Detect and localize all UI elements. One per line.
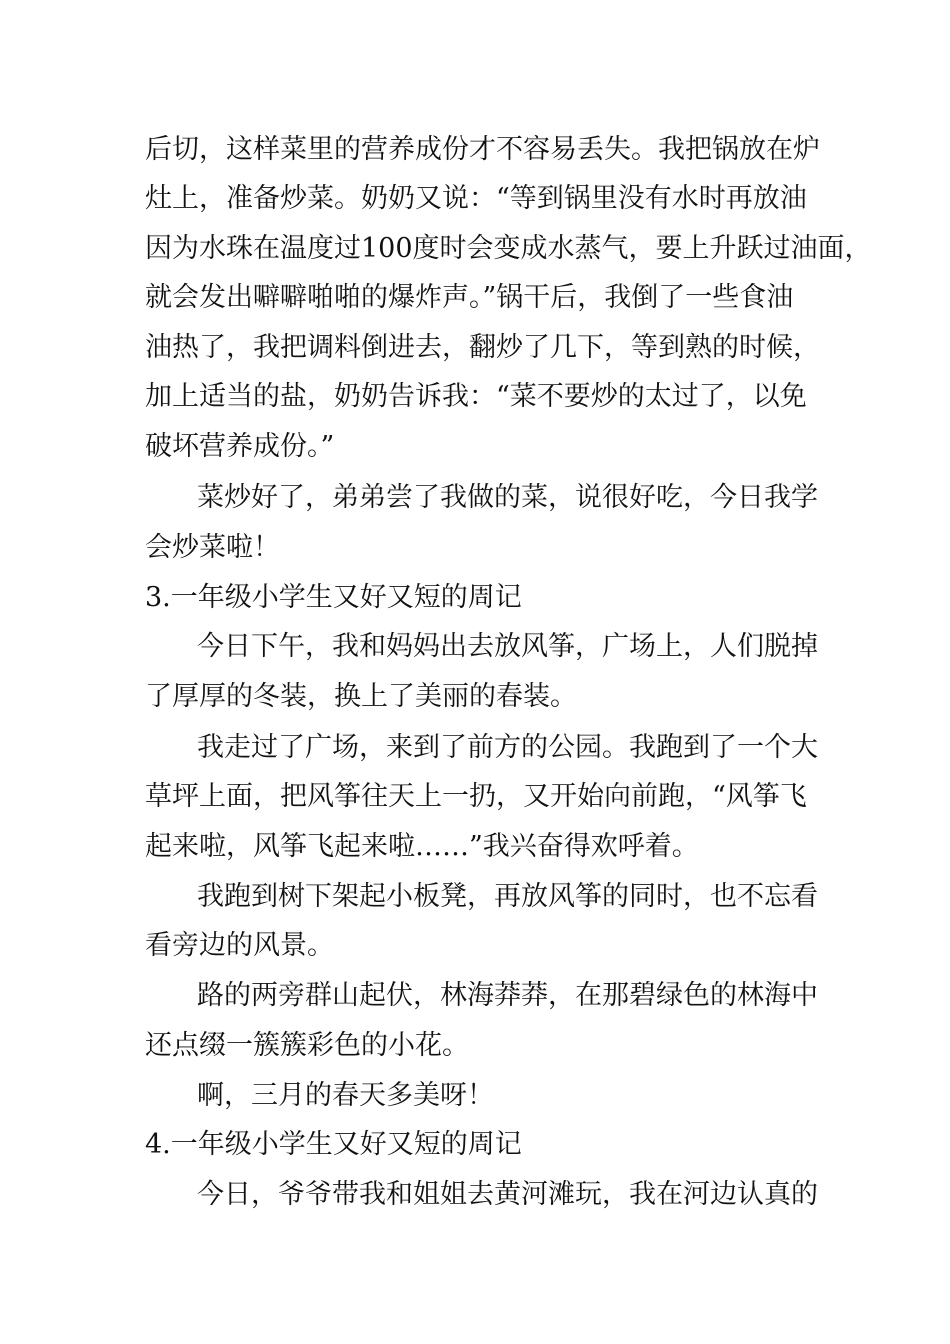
text-line: 就会发出噼噼啪啪的爆炸声。”锅干后，我倒了一些食油 xyxy=(145,282,794,313)
paragraph-first-line: 我跑到树下架起小板凳，再放风筝的同时，也不忘看 xyxy=(197,881,818,912)
text-line: 油热了，我把调料倒进去，翻炒了几下，等到熟的时候， xyxy=(145,332,820,363)
paragraph-first-line: 今日，爷爷带我和姐姐去黄河滩玩，我在河边认真的 xyxy=(197,1179,818,1210)
text-line: 后切，这样菜里的营养成份才不容易丢失。我把锅放在炉 xyxy=(145,134,820,165)
section-heading: 3.一年级小学生又好又短的周记 xyxy=(145,582,522,613)
text-line: 会炒菜啦！ xyxy=(145,532,280,563)
paragraph-first-line: 啊，三月的春天多美呀！ xyxy=(197,1080,494,1111)
section-heading: 4.一年级小学生又好又短的周记 xyxy=(145,1129,522,1160)
text-line: 灶上，准备炒菜。奶奶又说：“等到锅里没有水时再放油 xyxy=(145,183,807,214)
text-line: 还点缀一簇簇彩色的小花。 xyxy=(145,1030,469,1061)
text-line: 了厚厚的冬装，换上了美丽的春装。 xyxy=(145,681,577,712)
text-line: 加上适当的盐，奶奶告诉我：“菜不要炒的太过了，以免 xyxy=(145,381,807,412)
text-line: 看旁边的风景。 xyxy=(145,930,334,961)
text-line: 因为水珠在温度过100度时会变成水蒸气，要上升跃过油面， xyxy=(145,233,872,264)
paragraph-first-line: 我走过了广场，来到了前方的公园。我跑到了一个大 xyxy=(197,732,818,763)
text-line: 起来啦，风筝飞起来啦……”我兴奋得欢呼着。 xyxy=(145,831,699,862)
text-line: 破坏营养成份。” xyxy=(145,431,335,462)
paragraph-first-line: 菜炒好了，弟弟尝了我做的菜，说很好吃，今日我学 xyxy=(197,482,818,513)
text-line: 草坪上面，把风筝往天上一扔，又开始向前跑，“风筝飞 xyxy=(145,781,807,812)
paragraph-first-line: 路的两旁群山起伏，林海莽莽，在那碧绿色的林海中 xyxy=(197,980,818,1011)
paragraph-first-line: 今日下午，我和妈妈出去放风筝，广场上，人们脱掉 xyxy=(197,631,818,662)
